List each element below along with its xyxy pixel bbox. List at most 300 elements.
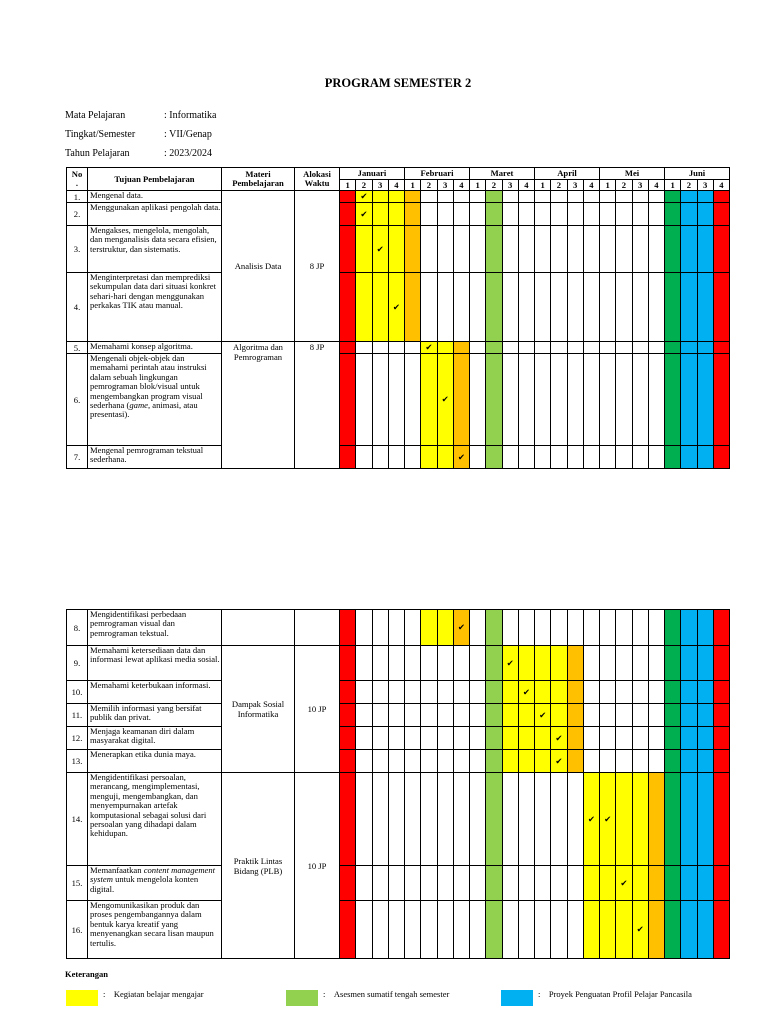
week-cell — [356, 704, 372, 727]
week-cell — [372, 226, 388, 273]
row-number: 1. — [67, 191, 88, 203]
week-cell — [665, 273, 681, 342]
week-cell — [372, 191, 388, 203]
tujuan-pembelajaran: Memahami konsep algoritma. — [88, 342, 222, 354]
materi-pembelajaran — [222, 610, 295, 646]
week-cell — [697, 704, 713, 727]
week-cell — [340, 342, 356, 354]
week-header: 2 — [356, 180, 372, 191]
week-cell — [437, 681, 453, 704]
week-cell — [681, 750, 697, 773]
week-cell — [453, 681, 469, 704]
week-cell — [470, 226, 486, 273]
legend-item-p5: : Proyek Penguatan Profil Pelajar Pancasila — [538, 989, 692, 999]
week-cell — [388, 866, 404, 901]
info-tingkat-semester — [65, 129, 212, 140]
week-cell — [518, 750, 534, 773]
week-header: 2 — [486, 180, 502, 191]
month-header: Februari — [405, 168, 470, 180]
week-cell — [437, 866, 453, 901]
week-cell — [437, 203, 453, 226]
week-cell — [340, 354, 356, 446]
week-cell — [535, 203, 551, 226]
row-number: 11. — [67, 704, 88, 727]
tujuan-pembelajaran: Memahami keterbukaan informasi. — [88, 681, 222, 704]
week-cell — [600, 727, 616, 750]
week-cell — [437, 901, 453, 959]
week-cell — [681, 727, 697, 750]
week-cell — [648, 866, 664, 901]
week-cell — [616, 750, 632, 773]
week-cell — [470, 446, 486, 469]
week-cell — [583, 342, 599, 354]
week-cell — [681, 681, 697, 704]
row-number: 14. — [67, 773, 88, 866]
week-cell — [567, 610, 583, 646]
week-cell — [648, 203, 664, 226]
week-cell — [437, 646, 453, 681]
week-cell — [600, 866, 616, 901]
month-header: Juni — [665, 168, 730, 180]
week-cell — [470, 191, 486, 203]
week-cell — [421, 446, 437, 469]
week-cell — [340, 226, 356, 273]
week-cell — [616, 727, 632, 750]
week-cell — [583, 354, 599, 446]
week-cell — [567, 773, 583, 866]
week-cell — [356, 203, 372, 226]
week-cell — [632, 750, 648, 773]
week-cell — [356, 646, 372, 681]
table-row — [67, 446, 730, 469]
week-cell — [502, 646, 518, 681]
week-cell — [665, 901, 681, 959]
week-cell — [388, 342, 404, 354]
week-cell — [567, 866, 583, 901]
week-cell — [697, 191, 713, 203]
week-cell — [697, 226, 713, 273]
alokasi-waktu: 10 JP — [295, 773, 340, 959]
week-cell — [356, 681, 372, 704]
italic-term: game — [129, 400, 148, 411]
week-cell — [632, 342, 648, 354]
week-cell — [665, 727, 681, 750]
week-cell — [453, 446, 469, 469]
week-cell — [600, 704, 616, 727]
week-cell — [583, 681, 599, 704]
week-cell — [632, 901, 648, 959]
week-cell — [583, 226, 599, 273]
week-cell — [551, 191, 567, 203]
week-cell — [356, 226, 372, 273]
week-cell — [583, 704, 599, 727]
week-cell — [388, 773, 404, 866]
week-cell — [356, 901, 372, 959]
week-cell — [356, 866, 372, 901]
week-cell — [535, 610, 551, 646]
week-cell — [648, 342, 664, 354]
table-row — [67, 226, 730, 273]
week-cell — [567, 681, 583, 704]
week-cell — [632, 226, 648, 273]
info-label: Tingkat/Semester — [65, 129, 136, 140]
week-header: 1 — [600, 180, 616, 191]
week-cell — [421, 646, 437, 681]
week-cell — [616, 191, 632, 203]
check-icon: ✔ — [360, 191, 368, 201]
check-icon: ✔ — [376, 243, 384, 254]
week-cell — [665, 866, 681, 901]
week-cell — [632, 727, 648, 750]
check-icon: ✔ — [636, 924, 644, 934]
week-cell — [535, 901, 551, 959]
week-cell — [470, 273, 486, 342]
week-cell — [535, 727, 551, 750]
week-cell — [453, 273, 469, 342]
row-number: 8. — [67, 610, 88, 646]
week-cell — [600, 773, 616, 866]
week-cell — [486, 727, 502, 750]
week-cell — [388, 646, 404, 681]
week-cell — [405, 354, 421, 446]
info-tahun-pelajaran — [65, 148, 212, 159]
legend-swatch-yellow — [66, 990, 98, 1006]
week-cell — [437, 342, 453, 354]
week-cell — [486, 446, 502, 469]
week-cell — [616, 681, 632, 704]
tujuan-pembelajaran: Memahami ketersediaan data dan informasi lewat aplikasi media sosial. — [88, 646, 222, 681]
week-cell — [502, 610, 518, 646]
check-icon: ✔ — [360, 208, 368, 219]
week-cell — [486, 354, 502, 446]
week-cell — [648, 446, 664, 469]
week-cell — [665, 191, 681, 203]
italic-term: content management system — [90, 865, 216, 885]
week-cell — [486, 273, 502, 342]
week-header: 4 — [518, 180, 534, 191]
week-cell — [665, 203, 681, 226]
tujuan-pembelajaran: Mengidentifikasi perbedaan pemrograman visual dan pemrograman tekstual. — [88, 610, 222, 646]
week-cell — [356, 191, 372, 203]
week-cell — [518, 191, 534, 203]
tujuan-pembelajaran — [88, 354, 222, 446]
week-cell — [453, 866, 469, 901]
check-icon: ✔ — [522, 686, 530, 697]
week-cell — [388, 610, 404, 646]
check-icon: ✔ — [441, 394, 449, 404]
week-cell — [486, 191, 502, 203]
week-cell — [632, 354, 648, 446]
week-cell — [340, 866, 356, 901]
week-cell — [502, 773, 518, 866]
week-cell — [437, 273, 453, 342]
week-cell — [551, 901, 567, 959]
week-cell — [453, 342, 469, 354]
materi-pembelajaran: Dampak Sosial Informatika — [222, 646, 295, 773]
info-mata-pelajaran — [65, 110, 216, 121]
week-cell — [713, 750, 729, 773]
week-header: 1 — [665, 180, 681, 191]
table-row — [67, 773, 730, 866]
week-cell — [518, 901, 534, 959]
week-cell — [632, 203, 648, 226]
week-cell — [713, 354, 729, 446]
week-cell — [632, 446, 648, 469]
week-cell — [697, 681, 713, 704]
week-header: 2 — [616, 180, 632, 191]
week-cell — [551, 750, 567, 773]
week-cell — [388, 273, 404, 342]
info-value: : Informatika — [164, 110, 217, 121]
week-cell — [421, 226, 437, 273]
week-cell — [356, 273, 372, 342]
week-cell — [632, 681, 648, 704]
week-cell — [340, 901, 356, 959]
week-cell — [697, 750, 713, 773]
week-header: 4 — [388, 180, 404, 191]
week-cell — [535, 704, 551, 727]
week-cell — [437, 446, 453, 469]
week-cell — [437, 727, 453, 750]
week-cell — [567, 354, 583, 446]
week-cell — [567, 750, 583, 773]
text-part: , animasi, atau presentasi). — [90, 400, 198, 420]
week-cell — [388, 901, 404, 959]
week-cell — [583, 191, 599, 203]
week-cell — [648, 773, 664, 866]
legend-item-asesmen: : Asesmen sumatif tengah semester — [323, 989, 450, 999]
week-header: 3 — [502, 180, 518, 191]
info-label: Mata Pelajaran — [65, 110, 126, 121]
week-cell — [681, 226, 697, 273]
week-cell — [437, 750, 453, 773]
week-header: 2 — [551, 180, 567, 191]
week-cell — [437, 191, 453, 203]
week-cell — [502, 681, 518, 704]
week-cell — [648, 704, 664, 727]
row-number: 4. — [67, 273, 88, 342]
info-label: Tahun Pelajaran — [65, 148, 130, 159]
week-cell — [470, 203, 486, 226]
week-cell — [567, 704, 583, 727]
week-cell — [486, 750, 502, 773]
week-cell — [681, 773, 697, 866]
week-cell — [453, 226, 469, 273]
week-header: 4 — [713, 180, 729, 191]
week-cell — [470, 646, 486, 681]
week-cell — [632, 646, 648, 681]
week-header: 4 — [583, 180, 599, 191]
week-cell — [405, 681, 421, 704]
week-cell — [681, 446, 697, 469]
week-cell — [697, 273, 713, 342]
legend-swatch-blue — [501, 990, 533, 1006]
week-cell — [518, 773, 534, 866]
week-cell — [648, 273, 664, 342]
week-header: 1 — [535, 180, 551, 191]
alokasi-waktu: 8 JP — [295, 191, 340, 342]
week-header: 1 — [470, 180, 486, 191]
week-cell — [648, 727, 664, 750]
week-cell — [372, 901, 388, 959]
week-cell — [405, 203, 421, 226]
week-cell — [583, 773, 599, 866]
table-row — [67, 727, 730, 750]
week-cell — [681, 901, 697, 959]
row-number: 6. — [67, 354, 88, 446]
table-row — [67, 342, 730, 354]
table-row — [67, 750, 730, 773]
week-cell — [648, 191, 664, 203]
tujuan-pembelajaran: Mengenal pemrograman tekstual sederhana. — [88, 446, 222, 469]
week-cell — [502, 226, 518, 273]
week-cell — [518, 610, 534, 646]
week-cell — [583, 646, 599, 681]
check-icon: ✔ — [457, 451, 465, 462]
week-cell — [388, 750, 404, 773]
week-cell — [665, 610, 681, 646]
week-cell — [567, 342, 583, 354]
week-cell — [535, 646, 551, 681]
week-cell — [665, 773, 681, 866]
week-cell — [665, 681, 681, 704]
week-cell — [486, 203, 502, 226]
week-cell — [421, 901, 437, 959]
semester-table-part-2 — [66, 609, 730, 959]
week-cell — [486, 226, 502, 273]
week-cell — [697, 866, 713, 901]
week-cell — [697, 901, 713, 959]
month-header: Mei — [600, 168, 665, 180]
info-value: : VII/Genap — [164, 129, 212, 140]
week-cell — [697, 203, 713, 226]
week-cell — [340, 191, 356, 203]
week-cell — [372, 704, 388, 727]
check-icon: ✔ — [555, 732, 563, 743]
row-number: 3. — [67, 226, 88, 273]
week-cell — [535, 446, 551, 469]
week-cell — [713, 646, 729, 681]
week-cell — [470, 727, 486, 750]
week-cell — [600, 226, 616, 273]
week-cell — [551, 866, 567, 901]
week-cell — [405, 342, 421, 354]
week-cell — [681, 203, 697, 226]
week-cell — [583, 203, 599, 226]
month-header: April — [535, 168, 600, 180]
week-cell — [421, 750, 437, 773]
week-cell — [567, 226, 583, 273]
week-cell — [502, 750, 518, 773]
week-cell — [421, 354, 437, 446]
week-cell — [600, 446, 616, 469]
week-cell — [486, 681, 502, 704]
week-cell — [665, 342, 681, 354]
week-cell — [405, 704, 421, 727]
table-row — [67, 681, 730, 704]
week-cell — [551, 203, 567, 226]
week-cell — [421, 704, 437, 727]
week-cell — [697, 773, 713, 866]
tujuan-pembelajaran — [88, 866, 222, 901]
week-cell — [388, 727, 404, 750]
week-cell — [372, 354, 388, 446]
week-cell — [535, 773, 551, 866]
week-cell — [502, 191, 518, 203]
week-cell — [437, 610, 453, 646]
week-cell — [713, 273, 729, 342]
legend-heading: Keterangan — [65, 969, 108, 979]
week-cell — [567, 446, 583, 469]
week-cell — [713, 704, 729, 727]
week-cell — [470, 773, 486, 866]
tujuan-pembelajaran: Mengidentifikasi persoalan, merancang, mengimplementasi, menguji, mengembangkan, dan menyempurnakan artefak komputasional sebagai solusi dari persoalan yang dihadapi dalam kehidupan. — [88, 773, 222, 866]
week-cell — [600, 354, 616, 446]
week-cell — [356, 342, 372, 354]
week-cell — [697, 646, 713, 681]
week-cell — [405, 646, 421, 681]
week-cell — [518, 226, 534, 273]
week-cell — [518, 646, 534, 681]
week-cell — [535, 226, 551, 273]
week-cell — [648, 750, 664, 773]
week-cell — [567, 191, 583, 203]
week-cell — [453, 191, 469, 203]
week-cell — [405, 901, 421, 959]
week-cell — [535, 866, 551, 901]
week-cell — [535, 342, 551, 354]
text-part: untuk mengelola konten digital. — [90, 874, 199, 894]
month-header: Maret — [470, 168, 535, 180]
week-cell — [388, 191, 404, 203]
week-cell — [372, 773, 388, 866]
week-cell — [372, 273, 388, 342]
check-icon: ✔ — [506, 657, 514, 668]
week-cell — [470, 354, 486, 446]
week-cell — [713, 226, 729, 273]
week-cell — [583, 446, 599, 469]
week-cell — [453, 354, 469, 446]
week-cell — [600, 610, 616, 646]
week-cell — [372, 646, 388, 681]
week-cell — [437, 773, 453, 866]
table-row — [67, 610, 730, 646]
week-header: 4 — [648, 180, 664, 191]
week-header: 1 — [340, 180, 356, 191]
week-cell — [372, 342, 388, 354]
week-header: 2 — [421, 180, 437, 191]
week-cell — [518, 704, 534, 727]
week-cell — [405, 866, 421, 901]
week-cell — [665, 354, 681, 446]
week-cell — [551, 226, 567, 273]
week-cell — [502, 901, 518, 959]
week-cell — [648, 681, 664, 704]
week-cell — [697, 354, 713, 446]
table-row — [67, 203, 730, 226]
semester-table-part-1 — [66, 167, 730, 469]
week-cell — [551, 446, 567, 469]
week-cell — [340, 203, 356, 226]
week-cell — [470, 704, 486, 727]
week-header: 3 — [697, 180, 713, 191]
week-cell — [453, 901, 469, 959]
week-cell — [502, 704, 518, 727]
week-cell — [340, 646, 356, 681]
week-cell — [681, 273, 697, 342]
week-cell — [470, 866, 486, 901]
week-cell — [713, 446, 729, 469]
